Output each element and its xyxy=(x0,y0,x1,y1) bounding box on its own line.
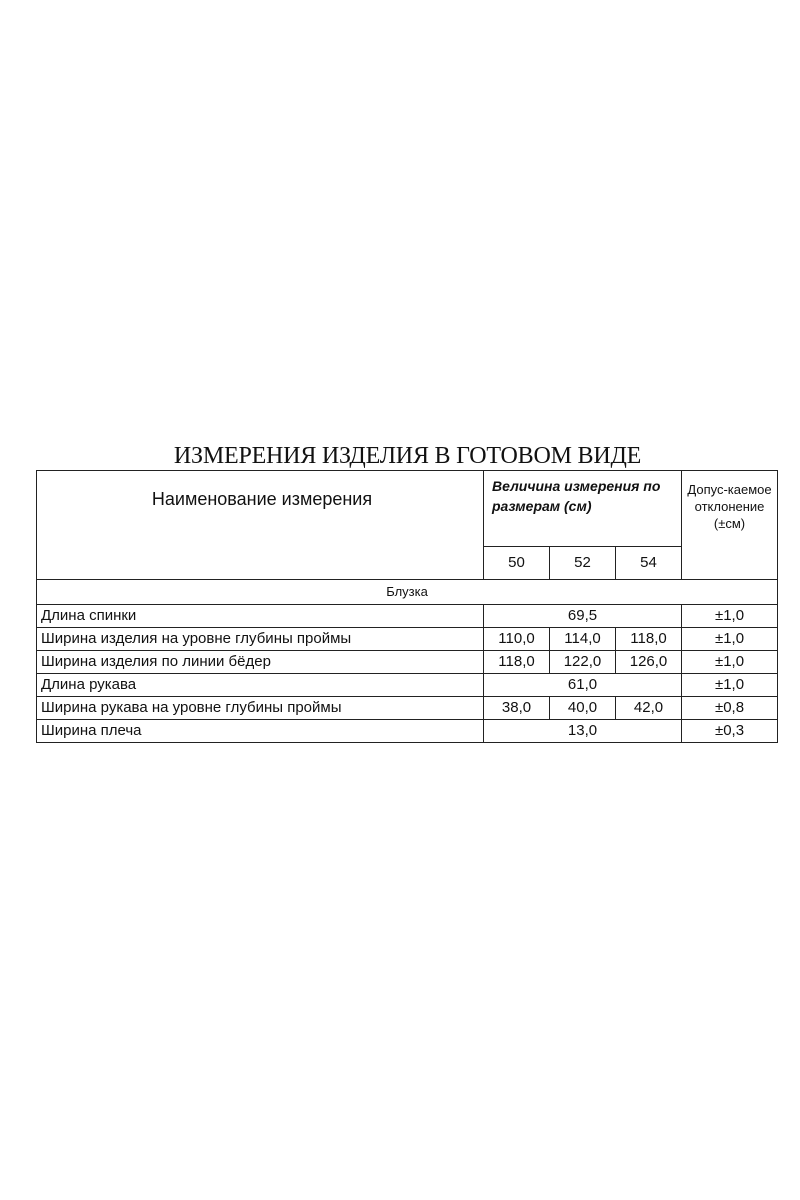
row-value-52: 114,0 xyxy=(550,628,616,651)
row-value-54: 118,0 xyxy=(616,628,682,651)
row-tolerance: ±1,0 xyxy=(682,628,778,651)
row-name: Ширина изделия по линии бёдер xyxy=(37,651,484,674)
tolerance-column-header: Допус-каемое отклонение (±см) xyxy=(682,471,778,580)
table-row xyxy=(37,720,778,743)
row-value-50: 38,0 xyxy=(484,697,550,720)
size-header-54: 54 xyxy=(616,547,682,580)
row-tolerance: ±1,0 xyxy=(682,674,778,697)
row-tolerance: ±1,0 xyxy=(682,605,778,628)
name-column-header-label: Наименование измерения xyxy=(151,489,373,509)
row-value: 61,0 xyxy=(484,674,682,697)
row-value-54: 126,0 xyxy=(616,651,682,674)
row-name: Ширина изделия на уровне глубины проймы xyxy=(37,628,484,651)
row-value-52: 122,0 xyxy=(550,651,616,674)
sizes-column-header: Величина измерения по размерам (см) xyxy=(484,471,682,547)
section-row xyxy=(37,580,778,605)
table-row xyxy=(37,605,778,628)
row-value-52: 40,0 xyxy=(550,697,616,720)
row-name: Длина рукава xyxy=(37,674,484,697)
measurements-table xyxy=(36,470,778,743)
row-value: 69,5 xyxy=(484,605,682,628)
row-value-54: 42,0 xyxy=(616,697,682,720)
row-name: Ширина рукава на уровне глубины проймы xyxy=(37,697,484,720)
name-column-header xyxy=(37,471,484,580)
table-row xyxy=(37,674,778,697)
section-label: Блузка xyxy=(37,580,778,605)
size-header-50: 50 xyxy=(484,547,550,580)
row-tolerance: ±0,8 xyxy=(682,697,778,720)
row-name: Длина спинки xyxy=(37,605,484,628)
table-row xyxy=(37,697,778,720)
row-tolerance: ±1,0 xyxy=(682,651,778,674)
table-row xyxy=(37,628,778,651)
row-value-50: 110,0 xyxy=(484,628,550,651)
page-title: ИЗМЕРЕНИЯ ИЗДЕЛИЯ В ГОТОВОМ ВИДЕ xyxy=(173,443,642,469)
size-header-52: 52 xyxy=(550,547,616,580)
table-row xyxy=(37,651,778,674)
row-tolerance: ±0,3 xyxy=(682,720,778,743)
table-header-row xyxy=(37,471,778,547)
row-value-50: 118,0 xyxy=(484,651,550,674)
row-value: 13,0 xyxy=(484,720,682,743)
row-name: Ширина плеча xyxy=(37,720,484,743)
